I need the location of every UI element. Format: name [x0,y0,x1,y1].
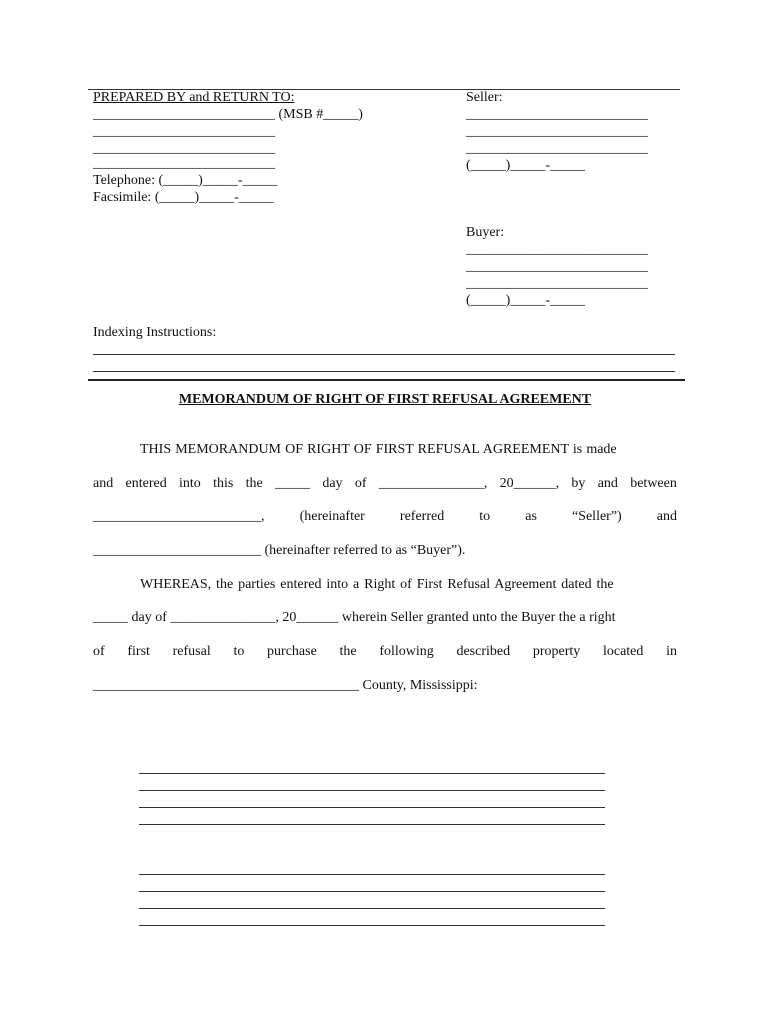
word: “Seller”) [571,509,622,524]
word: purchase [267,644,317,659]
indexing-label: Indexing Instructions: [93,325,217,340]
word: between [630,476,677,491]
word: day [322,476,343,491]
property-line-8 [139,925,605,926]
property-line-6 [139,891,605,892]
word: of [354,476,367,491]
buyer-line-3: __________________________ [466,276,648,291]
word: refusal [172,644,211,659]
seller-line-2: __________________________ [466,124,648,139]
property-line-5 [139,874,605,875]
preparer-line-3: __________________________ [93,141,275,156]
word: and [93,476,114,491]
buyer-phone-line: (_____)_____-_____ [466,293,585,308]
word: _______________, [378,476,488,491]
document-title: MEMORANDUM OF RIGHT OF FIRST REFUSAL AGREEMENT [178,392,592,407]
word: the [339,644,357,659]
seller-line-1: __________________________ [466,107,648,122]
word: of [93,644,105,659]
seller-phone-line: (_____)_____-_____ [466,158,585,173]
buyer-line-1: __________________________ [466,242,648,257]
word: referred [399,509,445,524]
property-line-4 [139,824,605,825]
property-line-7 [139,908,605,909]
buyer-label: Buyer: [466,225,505,240]
paragraph-2-line-4: ______________________________________ County, Mississippi: [93,678,478,693]
word: and [597,476,618,491]
paragraph-1-line-3 [93,508,677,525]
word: described [456,644,511,659]
indexing-line-2 [93,371,675,372]
telephone-line: Telephone: (_____)_____-_____ [93,173,278,188]
paragraph-2-line-2: _____ day of _______________, 20______ wherein Seller granted unto the Buyer the a right [93,610,616,625]
word: ________________________, [93,509,265,524]
paragraph-1-line-2 [93,475,677,492]
paragraph-1-line-1: THIS MEMORANDUM OF RIGHT OF FIRST REFUSAL AGREEMENT is made [140,442,617,457]
word: first [127,644,150,659]
word: to [233,644,245,659]
paragraph-1-line-4: ________________________ (hereinafter referred to as “Buyer”). [93,543,466,558]
word: to [479,509,491,524]
indexing-line-1 [93,354,675,355]
preparer-line-msb: __________________________ (MSB #_____) [93,107,363,122]
property-line-3 [139,807,605,808]
word: and [656,509,677,524]
seller-line-3: __________________________ [466,141,648,156]
word: property [532,644,581,659]
word: the [245,476,263,491]
word: (hereinafter [299,509,365,524]
prepared-by-heading: PREPARED BY and RETURN TO: [93,90,295,105]
word: into [179,476,201,491]
word: in [666,644,677,659]
word: as [525,509,537,524]
preparer-line-2: __________________________ [93,124,275,139]
word: 20______, [499,476,560,491]
word: by [571,476,586,491]
section-divider [88,379,685,381]
word: _____ [275,476,311,491]
preparer-line-4: __________________________ [93,156,275,171]
property-line-2 [139,790,605,791]
paragraph-2-line-1: WHEREAS, the parties entered into a Right of First Refusal Agreement dated the [140,577,614,592]
word: this [213,476,234,491]
paragraph-2-line-3 [93,643,677,660]
property-line-1 [139,773,605,774]
word: located [602,644,644,659]
word: following [379,644,434,659]
facsimile-line: Facsimile: (_____)_____-_____ [93,190,274,205]
seller-label: Seller: [466,90,503,105]
buyer-line-2: __________________________ [466,259,648,274]
word: entered [125,476,167,491]
